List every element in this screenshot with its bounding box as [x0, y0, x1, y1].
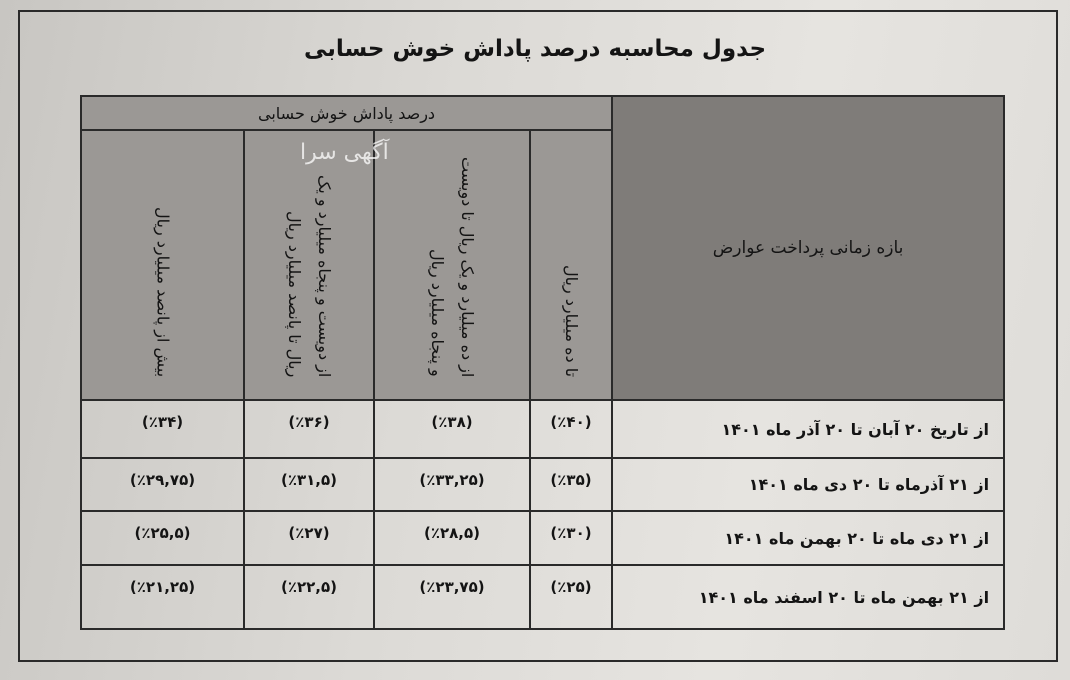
table-row — [81, 565, 1004, 629]
value-cell: (٪۳۰) — [530, 511, 612, 565]
value-cell: (٪۴۰) — [530, 400, 612, 458]
value-cell: (٪۲۳,۷۵) — [374, 565, 530, 629]
value-cell: (٪۳۶) — [244, 400, 374, 458]
period-header: بازه زمانی پرداخت عوارض — [612, 96, 1004, 400]
value-cell: (٪۳۴) — [81, 400, 244, 458]
value-cell: (٪۲۲,۵) — [244, 565, 374, 629]
column-header-2-label: از ده میلیارد و یک ریال تا دویست و پنجاه میلیارد ریال — [428, 156, 477, 377]
value-cell: (٪۲۱,۲۵) — [81, 565, 244, 629]
value-cell: (٪۲۸,۵) — [374, 511, 530, 565]
value-cell: (٪۲۷) — [244, 511, 374, 565]
column-header-3-label: از دویست و پنجاه میلیارد و یک ریال تا پانصد میلیارد ریال — [285, 174, 334, 377]
period-cell: از ۲۱ آذرماه تا ۲۰ دی ماه ۱۴۰۱ — [612, 458, 1004, 511]
table-row — [81, 511, 1004, 565]
period-cell: از ۲۱ بهمن ماه تا ۲۰ اسفند ماه ۱۴۰۱ — [612, 565, 1004, 629]
column-header-4 — [81, 130, 244, 400]
column-header-3 — [244, 130, 374, 400]
column-header-4-label: بیش از پانصد میلیارد ریال — [153, 206, 173, 377]
page-title: جدول محاسبه درصد پاداش خوش حسابی — [303, 36, 767, 62]
column-header-1 — [530, 130, 612, 400]
group-header: درصد پاداش خوش حسابی — [81, 96, 612, 130]
watermark: آگهی سرا — [300, 140, 389, 165]
value-cell: (٪۳۵) — [530, 458, 612, 511]
value-cell: (٪۲۹,۷۵) — [81, 458, 244, 511]
value-cell: (٪۲۵) — [530, 565, 612, 629]
table-row — [81, 458, 1004, 511]
value-cell: (٪۲۵,۵) — [81, 511, 244, 565]
column-header-2 — [374, 130, 530, 400]
column-header-1-label: تا ده میلیارد ریال — [562, 264, 582, 377]
period-cell: از تاریخ ۲۰ آبان تا ۲۰ آذر ماه ۱۴۰۱ — [612, 400, 1004, 458]
period-cell: از ۲۱ دی ماه تا ۲۰ بهمن ماه ۱۴۰۱ — [612, 511, 1004, 565]
value-cell: (٪۳۳,۲۵) — [374, 458, 530, 511]
discount-table — [80, 95, 1005, 630]
value-cell: (٪۳۱,۵) — [244, 458, 374, 511]
table-row — [81, 400, 1004, 458]
value-cell: (٪۳۸) — [374, 400, 530, 458]
